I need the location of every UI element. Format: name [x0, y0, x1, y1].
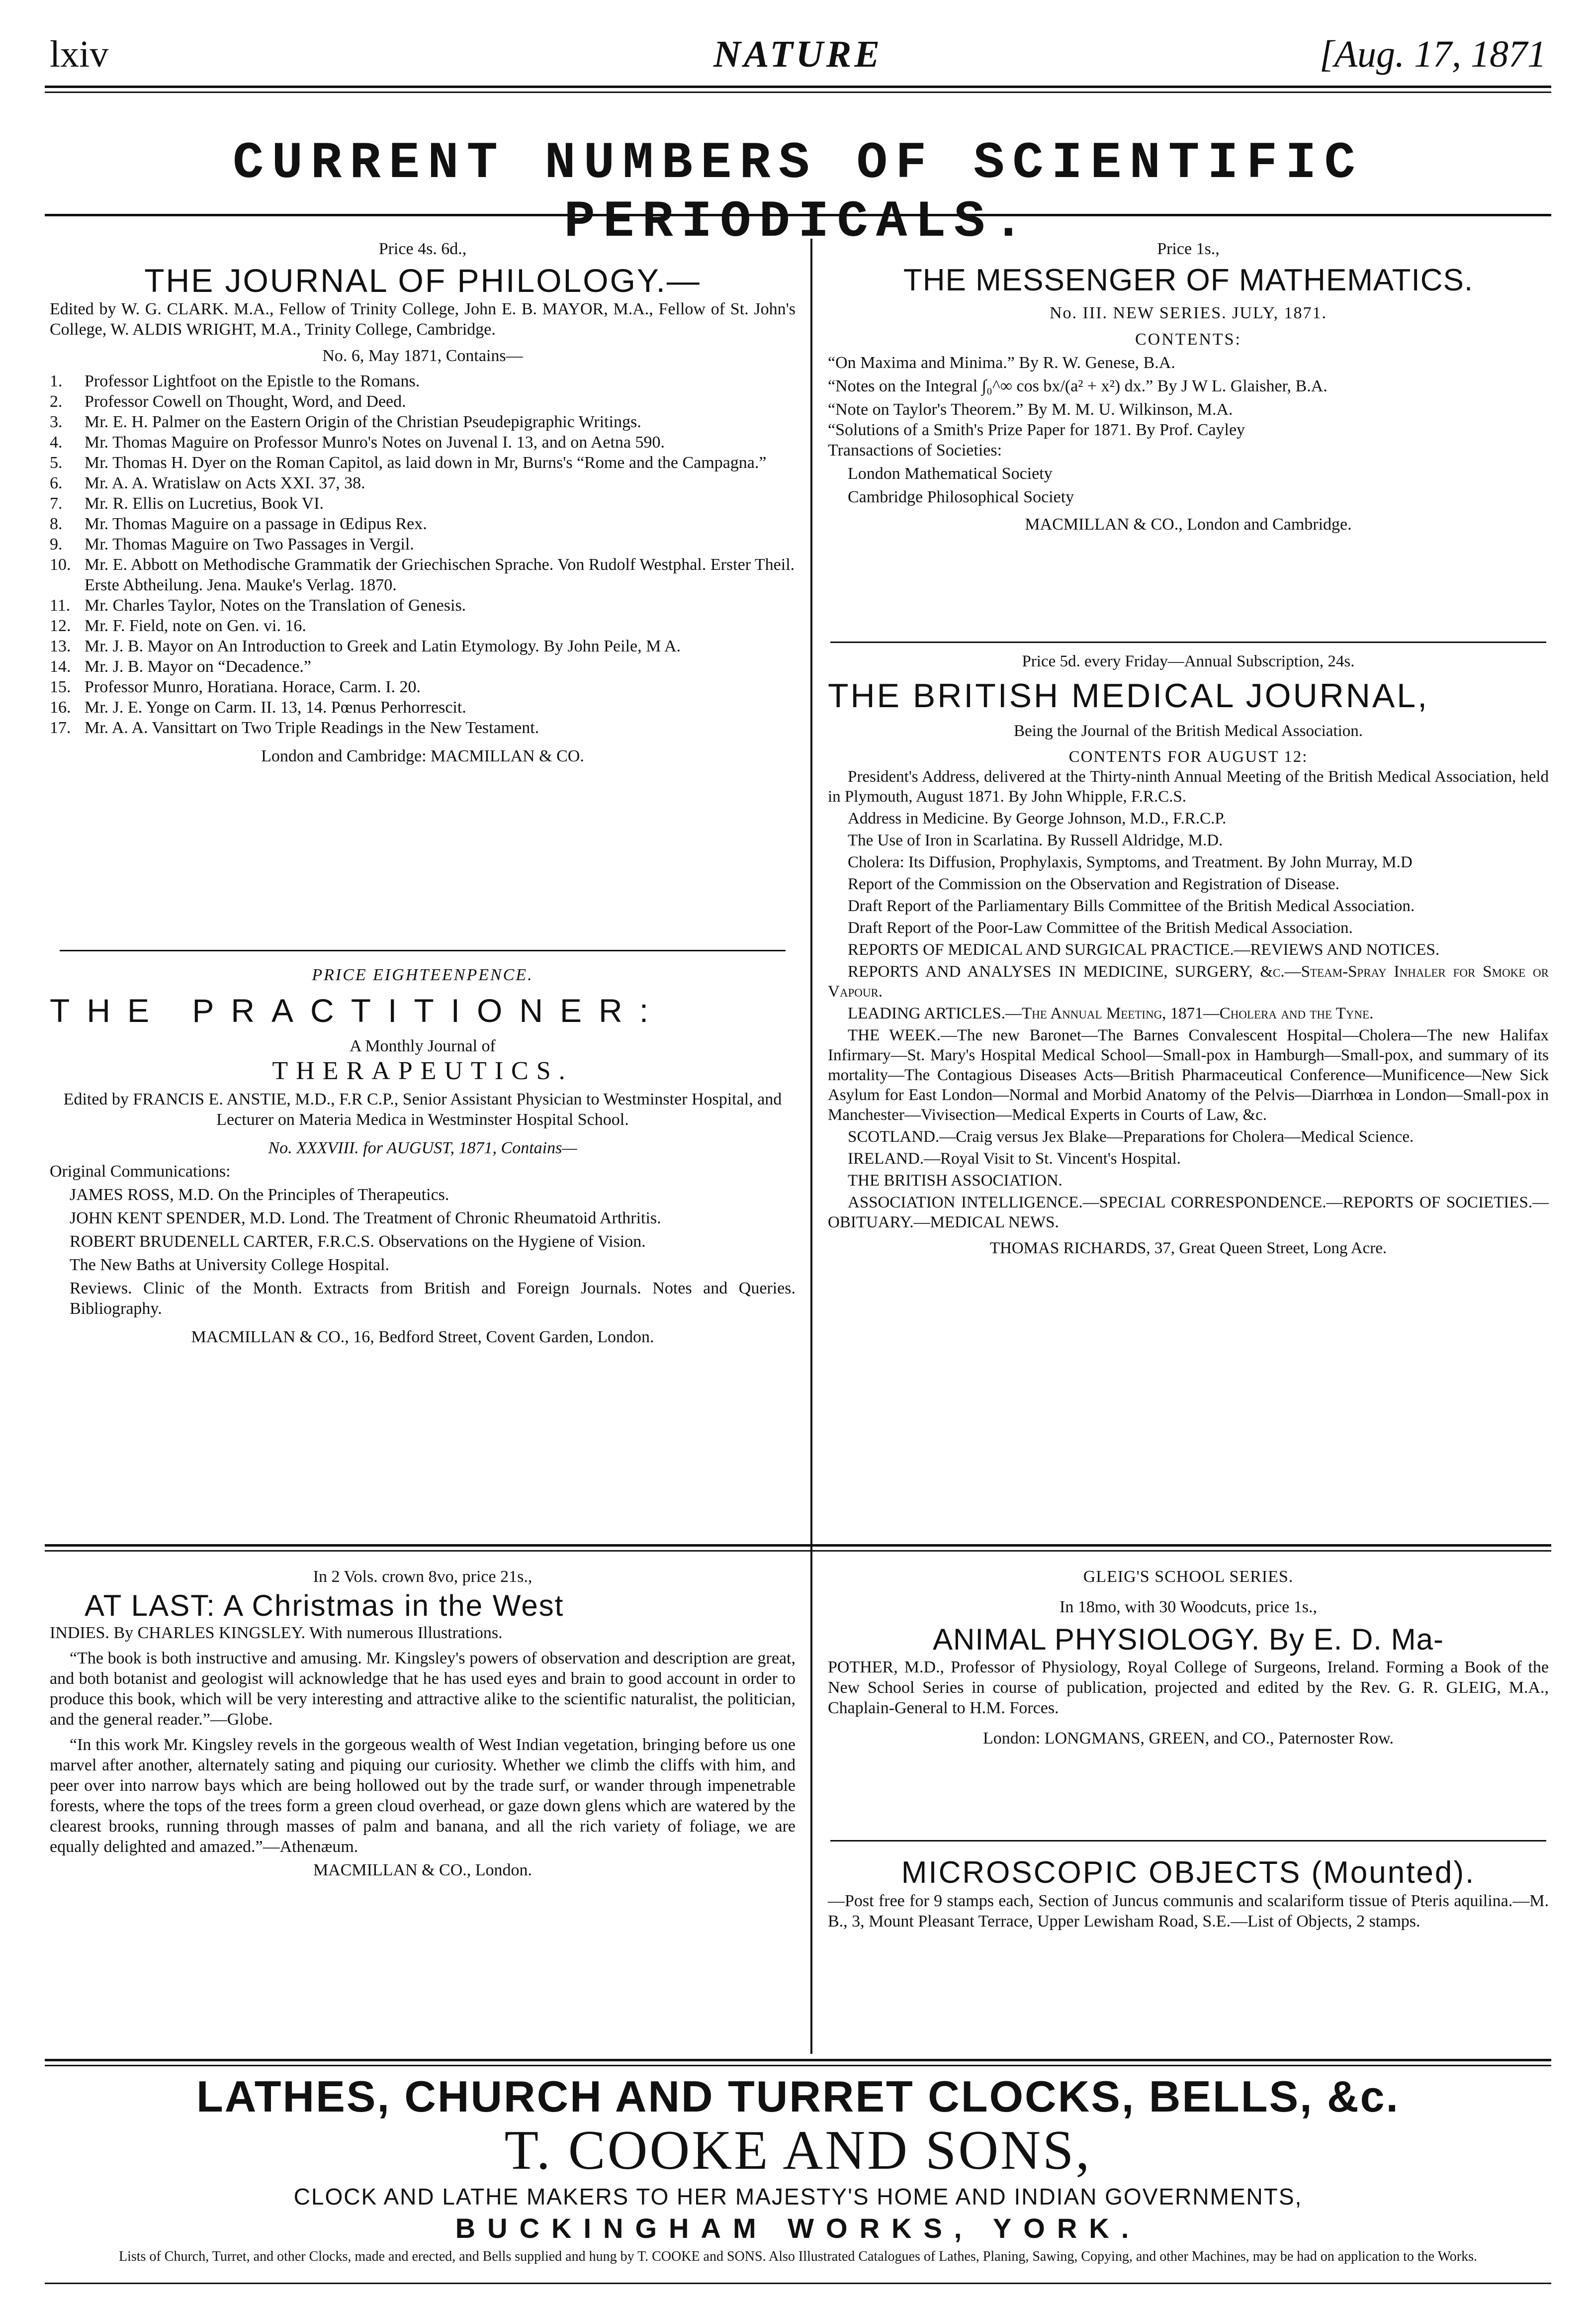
- bmj-entry: THE WEEK.—The new Baronet—The Barnes Convalescent Hospital—Cholera—The new Halifax Infirmary—St. Mary's Hospital Medical School—Small-pox in Hamburgh—Small-pox, and summary of its mortality—The Contagious Diseases Acts—British Pharmaceutical Conference—Munificence—New Sick Asylum for East London—Normal and Morbid Anatomy of the Pelvis—Diarrhœa in London—Small-pox in Manchester—Vivisection—Medical Experts in Courts of Law, &c.: [828, 1026, 1549, 1124]
- practitioner-publisher: MACMILLAN & CO., 16, Bedford Street, Covent Garden, London.: [191, 1328, 654, 1346]
- bmj-entry: LEADING ARTICLES.—The Annual Meeting, 1871—Cholera and the Tyne.: [848, 1005, 1374, 1022]
- divider: [45, 92, 1551, 93]
- gleig-title: ANIMAL PHYSIOLOGY. By E. D. Ma-: [933, 1623, 1444, 1656]
- micro-body: —Post free for 9 stamps each, Section of Juncus communis and scalariform tissue of Pteris aquilina.—M. B., 3, Mount Pleasant Terrace, Upper Lewisham Road, S.E.—List of Objects, 2 stamps.: [828, 1892, 1549, 1931]
- bmj-contents-label: CONTENTS FOR AUGUST 12:: [1068, 748, 1308, 766]
- practitioner-therapeutics: THERAPEUTICS.: [272, 1057, 573, 1085]
- messenger-contents-label: CONTENTS:: [1135, 330, 1241, 349]
- divider: [60, 950, 786, 951]
- divider: [830, 642, 1546, 643]
- divider: [45, 2065, 1551, 2066]
- messenger-price: Price 1s.,: [1157, 240, 1220, 258]
- gleig-series: GLEIG'S SCHOOL SERIES.: [1083, 1567, 1294, 1586]
- bmj-publisher: THOMAS RICHARDS, 37, Great Queen Street, Long Acre.: [989, 1239, 1387, 1257]
- divider: [45, 214, 1551, 216]
- messenger-entry: Transactions of Societies:: [828, 441, 1002, 460]
- list-item: 12. Mr. F. Field, note on Gen. vi. 16.: [50, 617, 306, 635]
- messenger-publisher: MACMILLAN & CO., London and Cambridge.: [1025, 515, 1352, 534]
- journal-name: NATURE: [713, 33, 883, 75]
- atlast-title: AT LAST: A Christmas in the West: [85, 1589, 564, 1622]
- messenger-entry: Cambridge Philosophical Society: [848, 488, 1074, 506]
- messenger-title: THE MESSENGER OF MATHEMATICS.: [903, 263, 1474, 297]
- bmj-entry: THE BRITISH ASSOCIATION.: [848, 1172, 1063, 1190]
- practitioner-entry: The New Baths at University College Hospital.: [70, 1256, 390, 1274]
- running-head: [45, 30, 1551, 85]
- bmj-entry: Draft Report of the Poor-Law Committee of the British Medical Association.: [848, 919, 1353, 937]
- cooke-firm: T. COOKE AND SONS,: [504, 2120, 1092, 2181]
- gleig-ad: [828, 1567, 1549, 1749]
- atlast-ad: [50, 1567, 796, 1880]
- list-item: 8. Mr. Thomas Maguire on a passage in Œdipus Rex.: [50, 515, 427, 533]
- philology-issue: No. 6, May 1871, Contains—: [322, 347, 523, 365]
- bmj-entry: Cholera: Its Diffusion, Prophylaxis, Symptoms, and Treatment. By John Murray, M.D: [848, 853, 1413, 871]
- atlast-publisher: MACMILLAN & CO., London.: [313, 1861, 532, 1879]
- bmj-entry: SCOTLAND.—Craig versus Jex Blake—Preparations for Cholera—Medical Science.: [848, 1128, 1414, 1146]
- bmj-subtitle: Being the Journal of the British Medical Association.: [1013, 722, 1363, 740]
- list-item: 13. Mr. J. B. Mayor on An Introduction to Greek and Latin Etymology. By John Peile, M A.: [50, 637, 681, 655]
- bmj-entry: Draft Report of the Parliamentary Bills Committee of the British Medical Association.: [848, 897, 1415, 915]
- list-item: 14. Mr. J. B. Mayor on “Decadence.”: [50, 657, 312, 676]
- divider: [45, 1544, 1551, 1547]
- cooke-lists: Lists of Church, Turret, and other Clocks, made and erected, and Bells supplied and hung by T. COOKE and SONS. Also Illustrated Catalogues of Lathes, Planing, Sawing, Copying, and other Machines, may be had on application to the Works.: [119, 2249, 1477, 2264]
- gleig-format: In 18mo, with 30 Woodcuts, price 1s.,: [1060, 1598, 1317, 1616]
- bmj-entry: Address in Medicine. By George Johnson, M.D., F.R.C.P.: [848, 810, 1227, 828]
- bmj-entry: REPORTS OF MEDICAL AND SURGICAL PRACTICE.—REVIEWS AND NOTICES.: [848, 941, 1440, 959]
- list-item: 9. Mr. Thomas Maguire on Two Passages in Vergil.: [50, 535, 414, 553]
- gleig-body: POTHER, M.D., Professor of Physiology, Royal College of Surgeons, Ireland. Forming a Book of the New School Series in course of publication, projected and edited by the Rev. G. R. GLEIG, M.A., Chaplain-General to H.M. Forces.: [828, 1658, 1549, 1717]
- atlast-byline: INDIES. By CHARLES KINGSLEY. With numerous Illustrations.: [50, 1624, 503, 1642]
- bmj-entry: Report of the Commission on the Observation and Registration of Disease.: [848, 875, 1339, 893]
- list-item: 10. Mr. E. Abbott on Methodische Grammatik der Griechischen Sprache. Von Rudolf Westphal. Erster Theil. Erste Abtheilung. Jena. Mauke's Verlag. 1870.: [50, 555, 795, 594]
- practitioner-entry: Reviews. Clinic of the Month. Extracts from British and Foreign Journals. Notes and Queries. Bibliography.: [70, 1279, 796, 1318]
- practitioner-entry: JOHN KENT SPENDER, M.D. Lond. The Treatment of Chronic Rheumatoid Arthritis.: [70, 1209, 661, 1227]
- messenger-entry: “On Maxima and Minima.” By R. W. Genese, B.A.: [828, 354, 1175, 372]
- cooke-appointment: CLOCK AND LATHE MAKERS TO HER MAJESTY'S HOME AND INDIAN GOVERNMENTS,: [293, 2184, 1303, 2210]
- list-item: 6. Mr. A. A. Wratislaw on Acts XXI. 37, 38.: [50, 474, 365, 492]
- masthead: CURRENT NUMBERS OF SCIENTIFIC PERIODICALS.: [233, 134, 1363, 252]
- page: [45, 30, 1551, 2278]
- atlast-price: In 2 Vols. crown 8vo, price 21s.,: [313, 1567, 532, 1586]
- practitioner-ad: [50, 965, 796, 1347]
- list-item: 1. Professor Lightfoot on the Epistle to the Romans.: [50, 372, 420, 390]
- divider: [45, 2059, 1551, 2061]
- list-item: 7. Mr. R. Ellis on Lucretius, Book VI.: [50, 494, 324, 513]
- bmj-ad: [828, 651, 1549, 1258]
- practitioner-issue: No. XXXVIII. for AUGUST, 1871, Contains—: [268, 1139, 577, 1157]
- list-item: 11. Mr. Charles Taylor, Notes on the Translation of Genesis.: [50, 596, 466, 615]
- list-item: 2. Professor Cowell on Thought, Word, and Deed.: [50, 392, 406, 411]
- bmj-price: Price 5d. every Friday—Annual Subscription, 24s.: [1022, 652, 1355, 670]
- divider: [45, 2283, 1551, 2284]
- list-item: 17. Mr. A. A. Vansittart on Two Triple Readings in the New Testament.: [50, 719, 539, 737]
- messenger-entry: “Solutions of a Smith's Prize Paper for 1871. By Prof. Cayley: [828, 421, 1245, 439]
- philology-contents: [50, 371, 796, 738]
- cooke-address: BUCKINGHAM WORKS, YORK.: [455, 2213, 1141, 2244]
- messenger-entry: London Mathematical Society: [848, 464, 1053, 483]
- messenger-entry: “Note on Taylor's Theorem.” By M. M. U. Wilkinson, M.A.: [828, 400, 1233, 419]
- bmj-entry: REPORTS AND ANALYSES IN MEDICINE, SURGERY, &c.—Steam-Spray Inhaler for Smoke or Vapour.: [828, 963, 1549, 1001]
- philology-publisher: London and Cambridge: MACMILLAN & CO.: [261, 747, 584, 765]
- page-number: lxiv: [50, 33, 109, 75]
- bmj-entry: ASSOCIATION INTELLIGENCE.—SPECIAL CORRESPONDENCE.—REPORTS OF SOCIETIES.—OBITUARY.—MEDICAL NEWS.: [828, 1194, 1549, 1231]
- messenger-entry: “Notes on the Integral ∫₀^∞ cos bx/(a² + x²) dx.” By J W L. Glaisher, B.A.: [828, 377, 1328, 395]
- gleig-publisher: London: LONGMANS, GREEN, and CO., Paternoster Row.: [982, 1729, 1394, 1748]
- list-item: 5. Mr. Thomas H. Dyer on the Roman Capitol, as laid down in Mr, Burns's “Rome and the Campagna.”: [50, 454, 767, 472]
- column-rule: [810, 1557, 812, 2054]
- practitioner-entry: ROBERT BRUDENELL CARTER, F.R.C.S. Observations on the Hygiene of Vision.: [70, 1232, 646, 1251]
- list-item: 16. Mr. J. E. Yonge on Carm. II. 13, 14. Pœnus Perhorrescit.: [50, 698, 466, 717]
- divider: [45, 1550, 1551, 1552]
- list-item: 4. Mr. Thomas Maguire on Professor Munro's Notes on Juvenal I. 13, and on Aetna 590.: [50, 433, 665, 452]
- practitioner-title: THE PRACTITIONER:: [50, 992, 666, 1029]
- list-item: 15. Professor Munro, Horatiana. Horace, Carm. I. 20.: [50, 678, 421, 696]
- bmj-entry: IRELAND.—Royal Visit to St. Vincent's Hospital.: [848, 1150, 1181, 1168]
- cooke-headline: LATHES, CHURCH AND TURRET CLOCKS, BELLS, &c.: [196, 2072, 1400, 2121]
- divider: [830, 1840, 1546, 1842]
- list-item: 3. Mr. E. H. Palmer on the Eastern Origin of the Christian Pseudepigraphic Writings.: [50, 413, 641, 431]
- practitioner-editor: Edited by FRANCIS E. ANSTIE, M.D., F.R C.P., Senior Assistant Physician to Westminster Hospital, and Lecturer on Materia Medica in Westminster Hospital School.: [63, 1090, 782, 1129]
- philology-ad: [50, 239, 796, 766]
- practitioner-subtitle: A Monthly Journal of: [350, 1037, 496, 1055]
- philology-title: THE JOURNAL OF PHILOLOGY.—: [144, 262, 701, 299]
- column-rule: [810, 239, 812, 1557]
- bmj-title: THE BRITISH MEDICAL JOURNAL,: [828, 677, 1429, 715]
- philology-editors: Edited by W. G. CLARK. M.A., Fellow of Trinity College, John E. B. MAYOR, M.A., Fellow of St. John's College, W. ALDIS WRIGHT, M.A., Trinity College, Cambridge.: [50, 300, 796, 339]
- practitioner-orig-label: Original Communications:: [50, 1162, 231, 1181]
- philology-price: Price 4s. 6d.,: [378, 240, 467, 258]
- atlast-review: “In this work Mr. Kingsley revels in the gorgeous wealth of West Indian vegetation, bringing before us one marvel after another, alternately sating and piquing our curiosity. Whether we climb the cliffs with him, and peer over into narrow bays which are being hollowed out by the trade surf, or wander through impenetrable forests, where the tops of the trees form a green cloud overhead, or gaze down glens which are watered by the clearest brooks, running through masses of palm and banana, and all the rich variety of foliage, we are equally delighted and amazed.”—Athenæum.: [50, 1736, 796, 1856]
- practitioner-entry: JAMES ROSS, M.D. On the Principles of Therapeutics.: [70, 1186, 449, 1204]
- messenger-issue: No. III. NEW SERIES. JULY, 1871.: [1050, 304, 1327, 322]
- practitioner-price: PRICE EIGHTEENPENCE.: [312, 966, 533, 984]
- bmj-entry: President's Address, delivered at the Thirty-ninth Annual Meeting of the British Medical Association, held in Plymouth, August 1871. By John Whipple, F.R.C.S.: [828, 768, 1549, 806]
- divider: [45, 86, 1551, 88]
- messenger-ad: [828, 239, 1549, 535]
- issue-date: [Aug. 17, 1871: [1320, 33, 1546, 75]
- bmj-entry: The Use of Iron in Scarlatina. By Russell Aldridge, M.D.: [848, 831, 1223, 849]
- micro-ad: [828, 1855, 1549, 1932]
- atlast-review: “The book is both instructive and amusing. Mr. Kingsley's powers of observation and description are great, and both botanist and geologist will acknowledge that he has used eyes and brain to good account in order to produce this book, which will be very interesting and attractive alike to the scientific naturalist, the politician, and the general reader.”—Globe.: [50, 1649, 796, 1729]
- micro-title: MICROSCOPIC OBJECTS (Mounted).: [901, 1855, 1476, 1890]
